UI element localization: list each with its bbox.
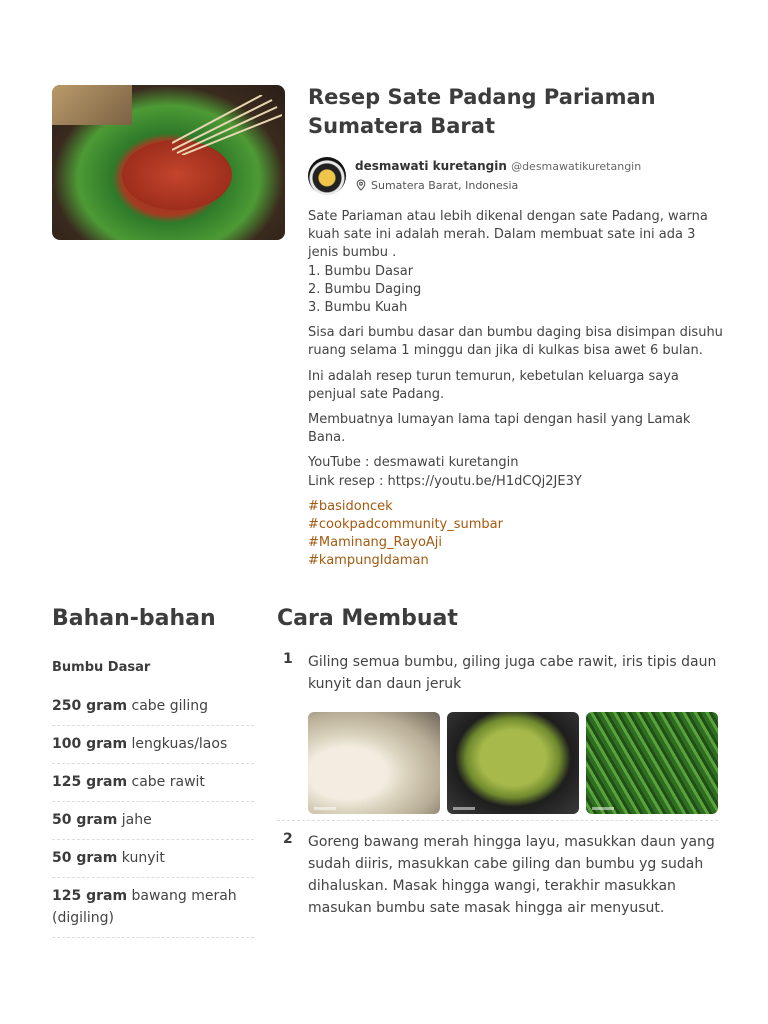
step-photos — [308, 712, 718, 814]
ingredient-qty: 50 gram — [52, 850, 118, 866]
recipe-photo[interactable] — [52, 85, 285, 240]
ingredient-name: kunyit — [121, 850, 165, 866]
ingredient-name: jahe — [121, 812, 152, 828]
photo-skewer-sticks — [172, 95, 282, 155]
description-list-item: 2. Bumbu Daging — [308, 281, 422, 297]
recipe-link-text: Link resep : https://youtu.be/H1dCQj2JE3Y — [308, 473, 582, 489]
photo-basket-detail — [52, 85, 132, 125]
recipe-description — [308, 208, 728, 571]
description-paragraph: Ini adalah resep turun temurun, kebetulan keluarga saya penjual sate Padang. — [308, 368, 679, 402]
recipe-title: Resep Sate Padang Pariaman Sumatera Barat — [308, 85, 656, 138]
author-location — [355, 179, 518, 192]
step-photo[interactable] — [308, 712, 440, 814]
description-links — [308, 454, 728, 490]
ingredient-name: cabe rawit — [131, 774, 205, 790]
step-number: 1 — [283, 651, 293, 667]
author-avatar[interactable] — [308, 157, 346, 195]
youtube-text: YouTube : desmawati kuretangin — [308, 455, 519, 471]
ingredient-name: cabe giling — [131, 698, 209, 714]
steps-heading: Cara Membuat — [277, 606, 458, 631]
author-name[interactable]: desmawati kuretangin — [355, 159, 507, 173]
author-block — [308, 157, 738, 195]
step-item — [277, 651, 718, 821]
ingredient-name: lengkuas/laos — [131, 736, 228, 752]
author-handle: @desmawatikuretangin — [511, 160, 642, 173]
ingredient-qty: 250 gram — [52, 698, 128, 714]
hashtag-link[interactable]: #Maminang_RayoAji — [308, 535, 443, 551]
author-location-text: Sumatera Barat, Indonesia — [371, 179, 519, 192]
ingredient-qty: 125 gram — [52, 774, 128, 790]
hashtag-list — [308, 498, 728, 571]
ingredient-item — [52, 726, 254, 764]
step-text: Giling semua bumbu, giling juga cabe rawit, iris tipis daun kunyit dan daun jeruk — [308, 654, 717, 692]
description-paragraph: Sisa dari bumbu dasar dan bumbu daging bisa disimpan disuhu ruang selama 1 minggu dan jika di kulkas bisa awet 6 bulan. — [308, 325, 723, 359]
step-number: 2 — [283, 831, 293, 847]
step-photo[interactable] — [447, 712, 579, 814]
ingredient-qty: 50 gram — [52, 812, 118, 828]
ingredient-name: bawang merah (digiling) — [52, 888, 237, 926]
hashtag-link[interactable]: #basidoncek — [308, 498, 393, 514]
ingredient-qty: 125 gram — [52, 888, 128, 904]
step-photo[interactable] — [586, 712, 718, 814]
description-intro — [308, 208, 728, 317]
ingredients-heading: Bahan-bahan — [52, 606, 216, 631]
hashtag-link[interactable]: #cookpadcommunity_sumbar — [308, 517, 503, 533]
hashtag-link[interactable]: #kampungIdaman — [308, 553, 429, 569]
ingredient-item — [52, 688, 254, 726]
step-text: Goreng bawang merah hingga layu, masukkan daun yang sudah diiris, masukkan cabe giling dan bumbu yg sudah dihaluskan. Masak hingga wangi, terakhir masukkan masukan bumbu sate masak hingga air menyusut. — [308, 834, 715, 916]
ingredients-list — [52, 650, 254, 938]
location-pin-icon — [355, 179, 367, 191]
ingredient-item — [52, 878, 254, 938]
ingredient-item — [52, 764, 254, 802]
ingredient-item — [52, 840, 254, 878]
author-name-line[interactable] — [355, 159, 641, 173]
description-paragraph: Membuatnya lumayan lama tapi dengan hasil yang Lamak Bana. — [308, 412, 691, 446]
ingredient-qty: 100 gram — [52, 736, 128, 752]
description-intro-text: Sate Pariaman atau lebih dikenal dengan sate Padang, warna kuah sate ini adalah merah. Dalam membuat sate ini ada 3 jenis bumbu . — [308, 209, 708, 261]
ingredient-group-title: Bumbu Dasar — [52, 660, 151, 675]
description-list-item: 3. Bumbu Kuah — [308, 300, 408, 316]
ingredient-item — [52, 802, 254, 840]
description-list-item: 1. Bumbu Dasar — [308, 263, 414, 279]
